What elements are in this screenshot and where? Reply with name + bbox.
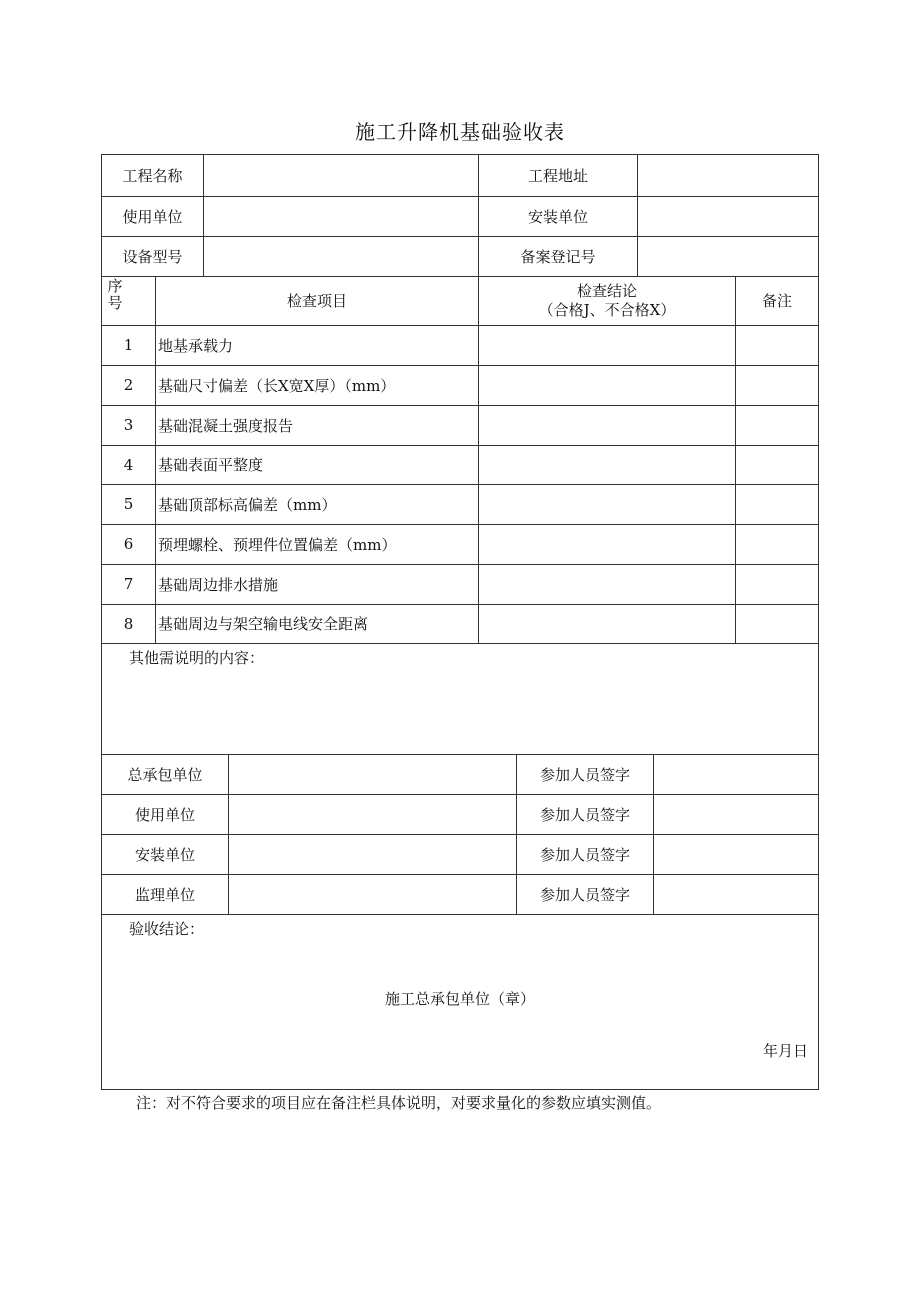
sign-unit-field[interactable]: [229, 754, 516, 794]
row-number: 1: [123, 336, 134, 354]
result-field[interactable]: [479, 604, 735, 643]
check-item: 基础周边与架空输电线安全距离: [158, 615, 369, 633]
inspection-form: [101, 154, 819, 1090]
project-address-label: 工程地址: [527, 167, 588, 185]
project-name-field[interactable]: [204, 155, 478, 196]
footnote: 注：对不符合要求的项目应在备注栏具体说明，对要求量化的参数应填实测值。: [136, 1094, 662, 1112]
check-item: 地基承载力: [158, 336, 234, 355]
sign-unit-label: 安装单位: [134, 845, 195, 864]
row-number: 2: [123, 376, 134, 394]
signature-field[interactable]: [654, 834, 818, 874]
conclusion-label: 验收结论：: [129, 919, 205, 938]
user-unit-label: 使用单位: [122, 207, 183, 226]
remark-field[interactable]: [736, 484, 818, 524]
row-divider: [102, 914, 818, 915]
user-unit-field[interactable]: [204, 196, 478, 236]
result-field[interactable]: [479, 365, 735, 405]
remark-field[interactable]: [736, 564, 818, 604]
project-name-label: 工程名称: [122, 167, 183, 185]
registration-no-field[interactable]: [638, 236, 818, 276]
signature-field[interactable]: [654, 794, 818, 834]
sign-unit-label: 使用单位: [134, 805, 195, 824]
remark-field[interactable]: [736, 325, 818, 365]
remark-field[interactable]: [736, 445, 818, 484]
check-item: 预埋螺栓、预埋件位置偏差（mm）: [158, 535, 397, 554]
result-field[interactable]: [479, 524, 735, 564]
install-unit-field[interactable]: [638, 196, 818, 236]
sign-unit-field[interactable]: [229, 874, 516, 914]
equipment-model-field[interactable]: [204, 236, 478, 276]
signature-field[interactable]: [654, 874, 818, 914]
row-number: 6: [123, 535, 134, 553]
signature-label: 参加人员签字: [539, 765, 630, 784]
row-number: 4: [123, 455, 134, 474]
row-number: 8: [123, 614, 134, 633]
sign-unit-label: 监理单位: [134, 885, 195, 904]
project-address-field[interactable]: [638, 155, 818, 196]
sign-unit-label: 总承包单位: [127, 765, 203, 784]
check-item: 基础周边排水措施: [158, 575, 279, 594]
result-field[interactable]: [479, 325, 735, 365]
remark-field[interactable]: [736, 365, 818, 405]
check-item: 基础尺寸偏差（长X宽X厚）（mm）: [158, 376, 396, 395]
signature-label: 参加人员签字: [539, 885, 630, 904]
sign-unit-field[interactable]: [229, 794, 516, 834]
check-item: 基础顶部标高偏差（mm）: [158, 495, 337, 514]
remark-field[interactable]: [736, 604, 818, 643]
signature-label: 参加人员签字: [539, 805, 630, 824]
result-field[interactable]: [479, 405, 735, 445]
col-header-remark: 备注: [761, 292, 792, 310]
result-field[interactable]: [479, 564, 735, 604]
remark-field[interactable]: [736, 524, 818, 564]
check-item: 基础表面平整度: [158, 456, 264, 474]
equipment-model-label: 设备型号: [122, 247, 183, 266]
page-title: 施工升降机基础验收表: [355, 120, 565, 144]
col-header-result: 检查结论 （合格J、不合格X）: [538, 281, 676, 319]
row-number: 7: [123, 575, 134, 593]
result-field[interactable]: [479, 445, 735, 484]
signature-label: 参加人员签字: [539, 845, 630, 864]
row-number: 3: [123, 416, 134, 434]
col-header-no: 序 号: [107, 277, 123, 312]
sign-unit-field[interactable]: [229, 834, 516, 874]
remark-field[interactable]: [736, 405, 818, 445]
row-number: 5: [123, 495, 134, 513]
stamp-text: 施工总承包单位（章）: [384, 989, 535, 1008]
other-notes-label: 其他需说明的内容：: [129, 648, 265, 667]
signature-field[interactable]: [654, 754, 818, 794]
check-item: 基础混凝土强度报告: [158, 416, 294, 435]
date-text: 年月日: [762, 1041, 808, 1060]
install-unit-label: 安装单位: [527, 207, 588, 226]
other-notes-field[interactable]: [102, 670, 818, 754]
col-header-item: 检查项目: [286, 292, 347, 310]
result-field[interactable]: [479, 484, 735, 524]
registration-no-label: 备案登记号: [520, 247, 596, 266]
